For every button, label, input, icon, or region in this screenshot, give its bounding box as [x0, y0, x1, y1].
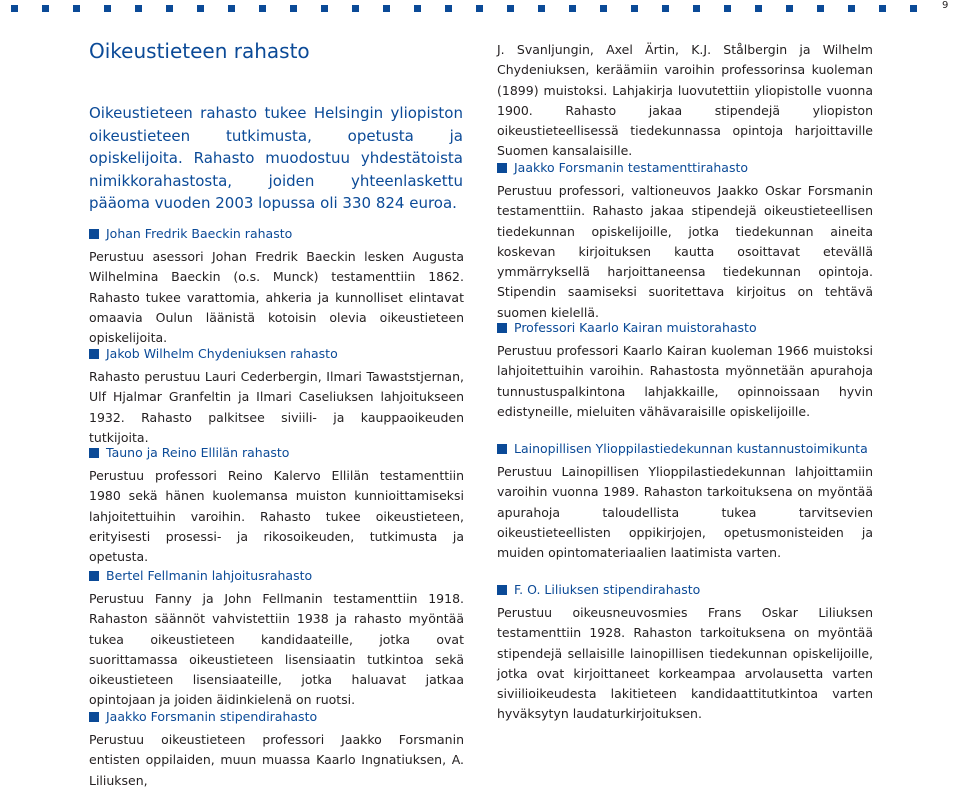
- decorative-square: [445, 5, 452, 12]
- page-number: 9: [942, 0, 949, 11]
- section-heading: [89, 568, 464, 584]
- fund-section: [89, 346, 464, 448]
- decorative-square: [414, 5, 421, 12]
- decorative-square: [321, 5, 328, 12]
- decorative-square: [786, 5, 793, 12]
- decorative-square: [755, 5, 762, 12]
- fund-section: [497, 160, 873, 323]
- fund-section: [89, 445, 464, 567]
- decorative-square: [631, 5, 638, 12]
- fund-section: [497, 320, 873, 422]
- section-heading-text: Jaakko Forsmanin testamenttirahasto: [514, 160, 749, 175]
- decorative-square: [817, 5, 824, 12]
- fund-section: [89, 568, 464, 711]
- decorative-square: [693, 5, 700, 12]
- decorative-square: [352, 5, 359, 12]
- square-bullet-icon: [89, 712, 99, 722]
- square-bullet-icon: [89, 448, 99, 458]
- fund-section: [89, 226, 464, 348]
- decorative-square: [228, 5, 235, 12]
- square-bullet-icon: [497, 323, 507, 333]
- section-body: Rahasto perustuu Lauri Cederbergin, Ilmari Tawaststjernan, Ulf Hjalmar Granfeltin ja Ilmari Caseliuksen lahjoitukseen 1932. Rahasto palkitsee siviili- ja kauppaoikeuden tutkijoita.: [89, 369, 464, 445]
- section-heading-text: Jakob Wilhelm Chydeniuksen rahasto: [106, 346, 338, 361]
- section-heading: [89, 346, 464, 362]
- decorative-square: [42, 5, 49, 12]
- fund-section: [89, 709, 464, 791]
- section-body: Perustuu professori Reino Kalervo Ellilän testamenttiin 1980 sekä hänen kuolemansa muiston kunnioittamiseksi lahjoitettuihin varoihin. Rahasto tukee oikeustieteen, erityisesti prosessi- ja rikosoikeuden, tutkimusta ja opetusta.: [89, 468, 464, 565]
- decorative-square: [135, 5, 142, 12]
- decorative-square: [724, 5, 731, 12]
- decorative-square: [290, 5, 297, 12]
- decorative-square: [538, 5, 545, 12]
- section-heading-text: F. O. Liliuksen stipendirahasto: [514, 582, 701, 597]
- section-body: Perustuu Lainopillisen Ylioppilastiedekunnan lahjoittamiin varoihin vuonna 1989. Rahaston tarkoituksena on myöntää apurahoja taloudellista tukea tarvitsevien oikeustieteellisten oppikirjojen, opetusmonisteiden ja muiden opintomateriaalien laatimista varten.: [497, 464, 873, 561]
- section-body: Perustuu professori, valtioneuvos Jaakko Oskar Forsmanin testamenttiin. Rahasto jakaa stipendejä oikeustieteellisen tiedekunnan opiskelijoille, jotka tiedekunnan aineita koskevan kirjoituksen kautta osoittavat etevällä ymmärryksellä harjoittaneensa tiedekunnan opintoja. Stipendin saamiseksi suoritettava kirjoitus on tehtävä suomen kielellä.: [497, 183, 873, 320]
- square-bullet-icon: [89, 349, 99, 359]
- decorative-square: [507, 5, 514, 12]
- page-title: Oikeustieteen rahasto: [89, 39, 310, 63]
- section-heading: [89, 226, 464, 242]
- section-heading: [497, 160, 873, 176]
- section-heading-text: Jaakko Forsmanin stipendirahasto: [106, 709, 318, 724]
- square-bullet-icon: [89, 571, 99, 581]
- section-heading: [497, 320, 873, 336]
- section-heading-text: Tauno ja Reino Ellilän rahasto: [106, 445, 290, 460]
- fund-section: [497, 441, 873, 563]
- square-bullet-icon: [497, 444, 507, 454]
- decorative-square: [569, 5, 576, 12]
- section-heading: [89, 445, 464, 461]
- decorative-square: [879, 5, 886, 12]
- decorative-square: [476, 5, 483, 12]
- decorative-square: [166, 5, 173, 12]
- section-heading: [497, 582, 873, 598]
- section-body: Perustuu Fanny ja John Fellmanin testamenttiin 1918. Rahaston säännöt vahvistettiin 1938 ja rahasto myöntää tukea oikeustieteen kandidaateille, jotka ovat suorittamassa oikeustieteen lisensiaatin tutkintoa sekä oikeustieteen lisensiaateille, jotka haluavat jatkaa opintojaan ja joiden äidinkielenä on ruotsi.: [89, 591, 464, 708]
- decorative-square: [73, 5, 80, 12]
- section-body: Perustuu professori Kaarlo Kairan kuoleman 1966 muistoksi lahjoitettuihin varoihin. Rahastosta myönnetään apurahoja tunnustuspalkintona lahjakkaille, opinnoissaan hyvin edistyneille, mieluiten vähävaraisille opiskelijoille.: [497, 343, 873, 419]
- fund-section: [497, 582, 873, 725]
- decorative-square: [197, 5, 204, 12]
- decorative-square: [848, 5, 855, 12]
- intro-paragraph: Oikeustieteen rahasto tukee Helsingin yliopiston oikeustieteen tutkimusta, opetusta ja opiskelijoita. Rahasto muodostuu yhdestätoista nimikkorahastosta, joiden yhteenlaskettu pääoma vuoden 2003 lopussa oli 330 824 euroa.: [89, 104, 463, 212]
- section-heading-text: Bertel Fellmanin lahjoitusrahasto: [106, 568, 313, 583]
- section-heading: [497, 441, 873, 457]
- section-heading: [89, 709, 464, 725]
- section-heading-text: Johan Fredrik Baeckin rahasto: [106, 226, 293, 241]
- section-heading-text: Lainopillisen Ylioppilastiedekunnan kustannustoimikunta: [514, 441, 868, 456]
- decorative-square: [104, 5, 111, 12]
- decorative-square: [662, 5, 669, 12]
- section-heading-text: Professori Kaarlo Kairan muistorahasto: [514, 320, 757, 335]
- section-body: Perustuu oikeusneuvosmies Frans Oskar Liliuksen testamenttiin 1928. Rahaston tarkoituksena on myöntää stipendejä sellaisille lainopillisen tiedekunnan opiskelijoille, jotka ovat kirjoittaneet korkeampaa arvolausetta varten siviilioikeudesta lakitieteen kandidaattitutkintoa varten hyväksytyn laudaturkirjoituksen.: [497, 605, 873, 722]
- square-bullet-icon: [89, 229, 99, 239]
- decorative-square: [910, 5, 917, 12]
- decorative-square: [11, 5, 18, 12]
- square-bullet-icon: [497, 163, 507, 173]
- continued-paragraph: J. Svanljungin, Axel Ärtin, K.J. Stålbergin ja Wilhelm Chydeniuksen, keräämiin varoihin professorinsa kuoleman (1899) muistoksi. Lahjakirja luovutettiin yliopistolle vuonna 1900. Rahasto jakaa stipendejä yliopiston oikeustieteellisessä tiedekunnassa opintoja harjoittaville Suomen kansalaisille.: [497, 42, 873, 159]
- decorative-square: [383, 5, 390, 12]
- square-bullet-icon: [497, 585, 507, 595]
- decorative-square: [259, 5, 266, 12]
- section-body: Perustuu oikeustieteen professori Jaakko Forsmanin entisten oppilaiden, muun muassa Kaarlo Ingnatiuksen, A. Liliuksen,: [89, 732, 464, 788]
- section-body: Perustuu asessori Johan Fredrik Baeckin lesken Augusta Wilhelmina Baeckin (o.s. Munck) testamenttiin 1862. Rahasto tukee varattomia, ahkeria ja kunnolliset elintavat omaavia Oulun läänistä kotoisin olevia oikeustieteen opiskelijoita.: [89, 249, 464, 346]
- top-decorative-band: [0, 0, 959, 16]
- decorative-square: [600, 5, 607, 12]
